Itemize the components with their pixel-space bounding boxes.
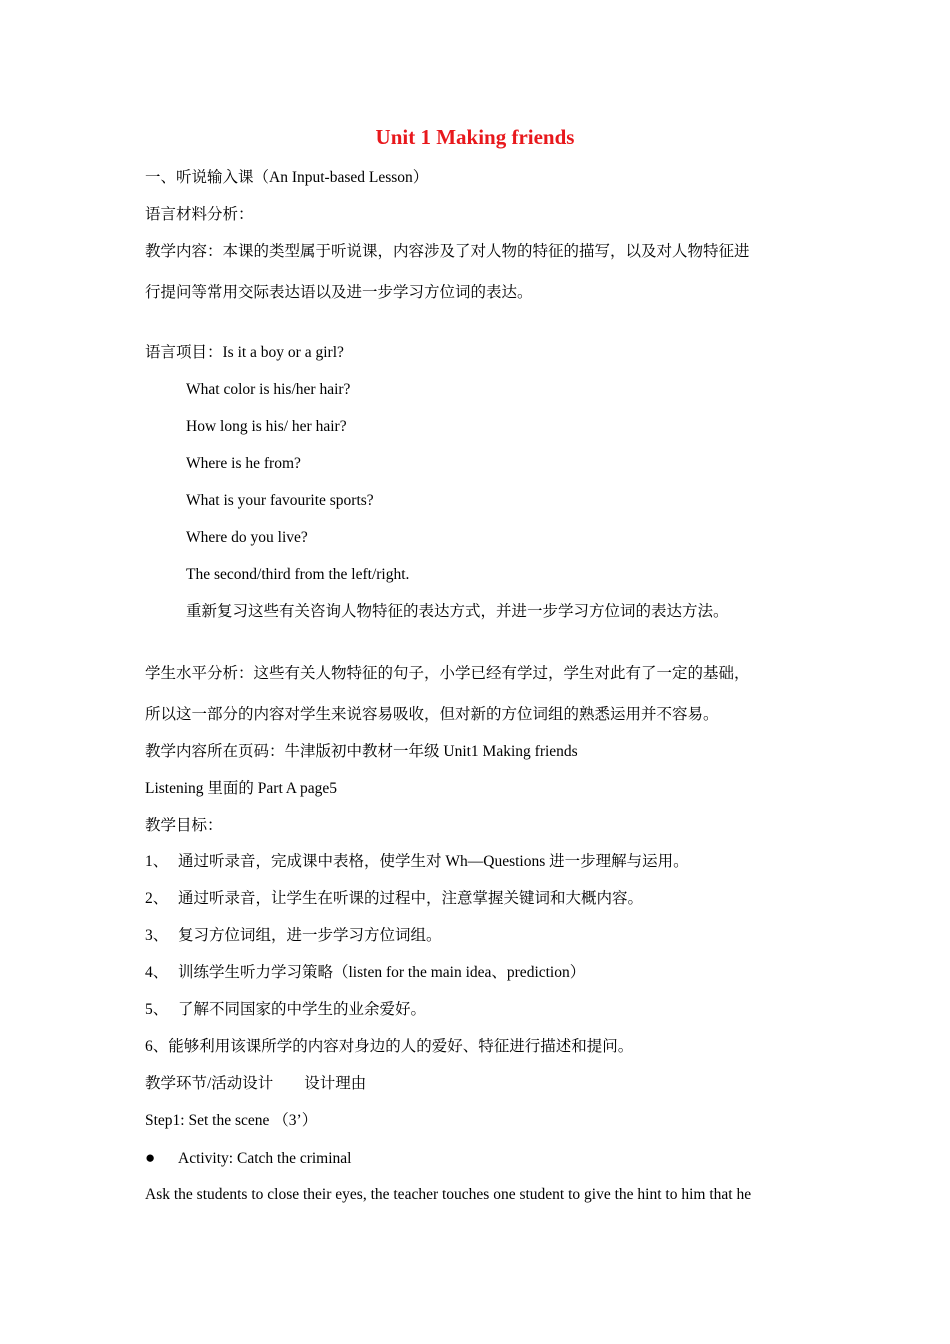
language-item-summary: 重新复习这些有关咨询人物特征的表达方式，并进一步学习方位词的表达方法。 [186, 603, 729, 620]
objective-text: 复习方位词组，进一步学习方位词组。 [178, 927, 442, 944]
document-title: Unit 1 Making friends [375, 125, 575, 149]
objective-item [145, 926, 442, 946]
objective-number: 2、 [145, 890, 169, 907]
page-ref-line-1: 教学内容所在页码：牛津版初中教材一年级 Unit1 Making friends [145, 743, 578, 760]
objective-number: 4、 [145, 964, 169, 981]
objective-text: 了解不同国家的中学生的业余爱好。 [178, 1001, 427, 1018]
objective-number: 5、 [145, 1001, 169, 1018]
page-ref-line-2: Listening 里面的 Part A page5 [145, 780, 338, 797]
activity-description: Ask the students to close their eyes, the teacher touches one student to give the hint to him that he [145, 1186, 752, 1203]
objective-number: 3、 [145, 927, 169, 944]
activity-line [145, 1148, 351, 1169]
objective-text: 训练学生听力学习策略（listen for the main idea、prediction） [178, 964, 586, 981]
language-item: What color is his/her hair? [186, 381, 351, 398]
objective-item [145, 963, 585, 983]
section-heading: 一、听说输入课（An Input-based Lesson） [145, 169, 429, 186]
language-item: How long is his/ her hair? [186, 418, 347, 435]
objective-text: 通过听录音，让学生在听课的过程中，注意掌握关键词和大概内容。 [178, 890, 644, 907]
language-item: The second/third from the left/right. [186, 566, 410, 583]
bullet-icon: ● [145, 1148, 156, 1167]
student-level-line-1: 学生水平分析：这些有关人物特征的句子，小学已经有学过，学生对此有了一定的基础， [145, 665, 750, 682]
content-line-2: 行提问等常用交际表达语以及进一步学习方位词的表达。 [145, 284, 533, 301]
student-level-line-2: 所以这一部分的内容对学生来说容易吸收，但对新的方位词组的熟悉运用并不容易。 [145, 706, 719, 723]
language-item: Where is he from? [186, 455, 301, 472]
language-items-first: 语言项目：Is it a boy or a girl? [145, 344, 344, 361]
objective-text: 通过听录音，完成课中表格，使学生对 Wh—Questions 进一步理解与运用。 [178, 853, 689, 870]
language-item: What is your favourite sports? [186, 492, 374, 509]
material-label: 语言材料分析： [145, 206, 254, 223]
objective-number: 1、 [145, 853, 169, 870]
step1-heading: Step1: Set the scene （3’） [145, 1112, 318, 1129]
objective-item [145, 852, 689, 872]
activity-text: Activity: Catch the criminal [178, 1150, 352, 1167]
content-line-1: 教学内容：本课的类型属于听说课，内容涉及了对人物的特征的描写，以及对人物特征进 [145, 243, 750, 260]
objective-item-6: 6、能够利用该课所学的内容对身边的人的爱好、特征进行描述和提问。 [145, 1038, 634, 1055]
objective-item [145, 889, 643, 909]
design-header: 教学环节/活动设计 设计理由 [145, 1075, 367, 1092]
objective-item [145, 1000, 426, 1020]
objectives-label: 教学目标： [145, 817, 223, 834]
language-item: Where do you live? [186, 529, 308, 546]
